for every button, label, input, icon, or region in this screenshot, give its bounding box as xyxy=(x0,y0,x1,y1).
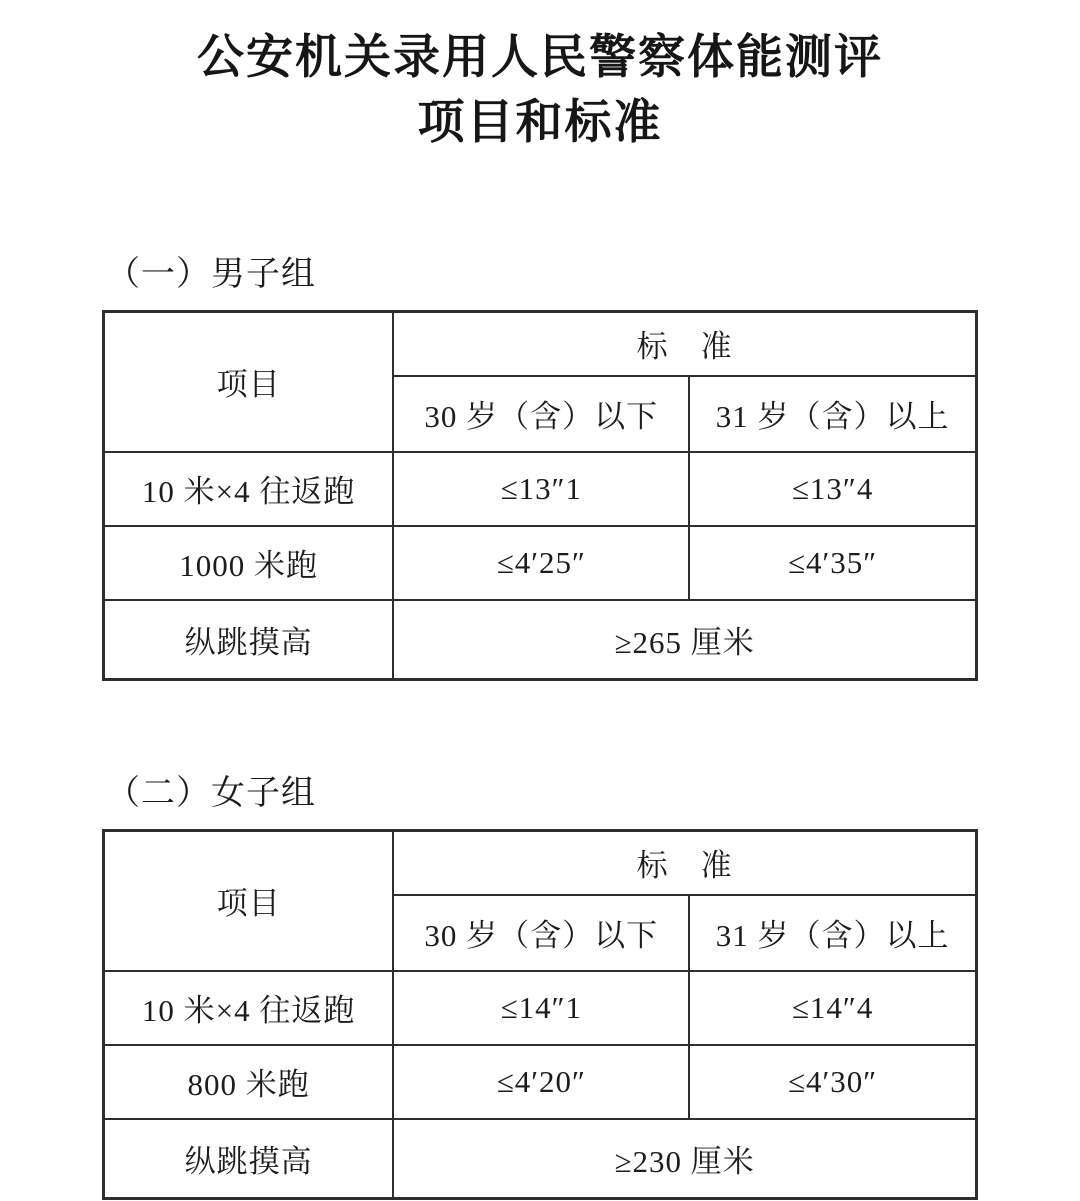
cell-over31: ≤14″4 xyxy=(689,971,976,1045)
women-header-item-cell: 项目 xyxy=(104,830,394,971)
title-line-1: 公安机关录用人民警察体能测评 xyxy=(197,32,883,84)
cell-item: 纵跳摸高 xyxy=(104,600,394,680)
section-heading-men: （一）男子组 xyxy=(106,255,316,293)
cell-over31: ≤4′30″ xyxy=(689,1045,976,1119)
cell-item: 800 米跑 xyxy=(104,1045,394,1119)
men-header-row-standard xyxy=(104,311,977,376)
cell-combined: ≥230 厘米 xyxy=(393,1119,976,1199)
title-line-2: 项目和标准 xyxy=(417,96,663,149)
women-header-age-over-cell: 31 岁（含）以上 xyxy=(689,895,976,971)
cell-over31: ≤4′35″ xyxy=(689,526,976,600)
cell-under30: ≤13″1 xyxy=(393,452,689,526)
table-row xyxy=(104,452,977,526)
cell-over31: ≤13″4 xyxy=(689,452,976,526)
cell-under30: ≤14″1 xyxy=(393,971,689,1045)
table-row xyxy=(104,526,977,600)
cell-under30: ≤4′20″ xyxy=(393,1045,689,1119)
section-women xyxy=(102,765,978,1200)
cell-item: 10 米×4 往返跑 xyxy=(104,971,394,1045)
men-header-item-cell: 项目 xyxy=(104,311,394,452)
women-header-standard-cell: 标 准 xyxy=(393,830,976,895)
cell-combined: ≥265 厘米 xyxy=(393,600,976,680)
women-header-age-under-cell: 30 岁（含）以下 xyxy=(393,895,689,971)
men-header-age-over-cell: 31 岁（含）以上 xyxy=(689,376,976,452)
women-header-row-standard xyxy=(104,830,977,895)
men-standards-table xyxy=(102,310,978,681)
women-standards-table xyxy=(102,829,978,1200)
cell-under30: ≤4′25″ xyxy=(393,526,689,600)
men-header-standard-cell: 标 准 xyxy=(393,311,976,376)
section-men xyxy=(102,246,978,681)
cell-item: 1000 米跑 xyxy=(104,526,394,600)
men-header-age-under-cell: 30 岁（含）以下 xyxy=(393,376,689,452)
cell-item: 10 米×4 往返跑 xyxy=(104,452,394,526)
table-row xyxy=(104,1045,977,1119)
table-row xyxy=(104,600,977,680)
section-heading-women: （二）女子组 xyxy=(106,774,316,812)
document-title xyxy=(0,26,1080,156)
cell-item: 纵跳摸高 xyxy=(104,1119,394,1199)
table-row xyxy=(104,971,977,1045)
table-row xyxy=(104,1119,977,1199)
